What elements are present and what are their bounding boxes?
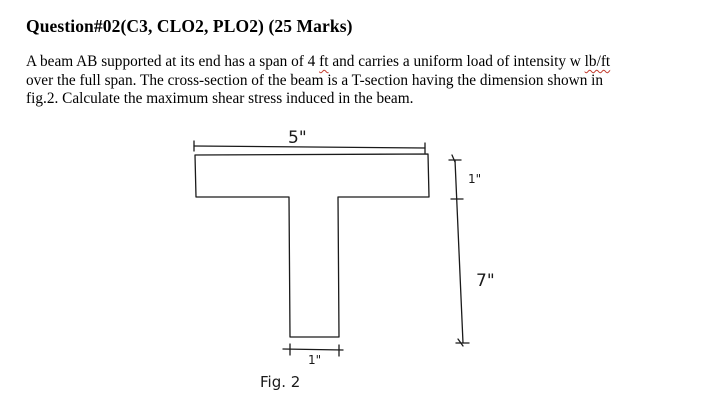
- problem-line-1-part-b: and carries a uniform load of intensity w: [328, 53, 585, 70]
- span-unit-ft: ft: [319, 53, 329, 70]
- question-heading: Question#02(C3, CLO2, PLO2) (25 Marks): [26, 16, 353, 36]
- web-width-label: 1": [308, 353, 322, 367]
- figure-caption: Fig. 2: [260, 373, 301, 391]
- t-section-outline: [195, 154, 429, 337]
- load-unit-lb-per-ft: lb/ft: [584, 53, 611, 70]
- depth-dimension: [449, 155, 469, 346]
- problem-line-1-part-a: A beam AB supported at its end has a span of 4: [26, 53, 320, 70]
- flange-width-label: 5": [288, 128, 307, 148]
- problem-line-3: fig.2. Calculate the maximum shear stress induced in the beam.: [26, 90, 414, 107]
- flange-depth-label: 1": [468, 172, 482, 186]
- flange-width-dimension: [194, 141, 425, 153]
- problem-line-2: over the full span. The cross-section of the beam is a T-section having the dimension shown in: [26, 71, 604, 89]
- total-depth-label: 7": [476, 271, 495, 291]
